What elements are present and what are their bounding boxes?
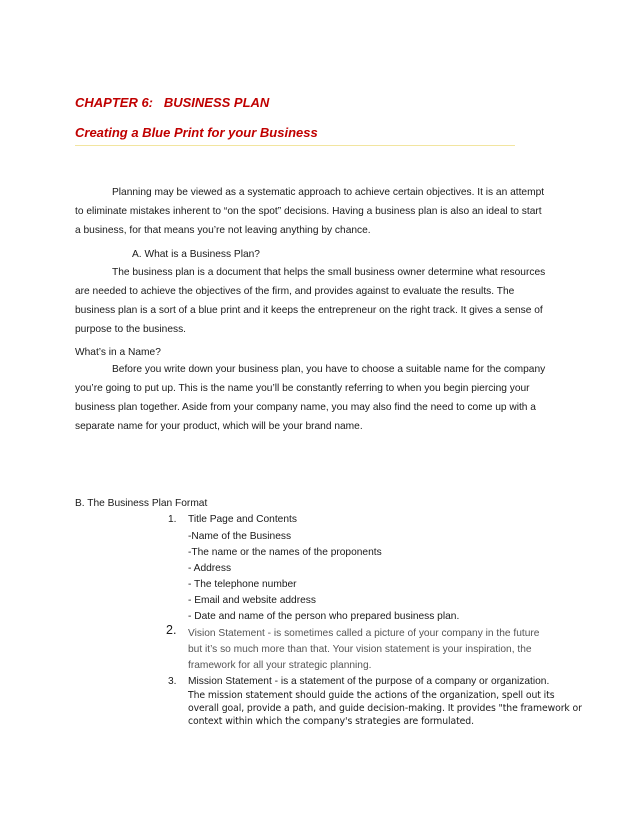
item-line: context within which the company's strategies are formulated.: [188, 716, 474, 727]
item-line: The mission statement should guide the actions of the organization, spell out its: [188, 690, 555, 701]
item-subline: - Date and name of the person who prepared business plan.: [188, 611, 460, 622]
title-divider: [75, 145, 515, 146]
name-section-heading: What’s in a Name?: [75, 347, 161, 358]
section-a-line: purpose to the business.: [75, 324, 187, 335]
item-subline: -The name or the names of the proponents: [188, 547, 382, 558]
item-subline: - The telephone number: [188, 579, 297, 590]
item-number: 3.: [168, 676, 177, 687]
item-line: framework for all your strategic planning.: [188, 660, 372, 671]
item-title: Title Page and Contents: [188, 514, 297, 525]
name-section-line: business plan together. Aside from your company name, you may also find the need to come up with a: [75, 402, 536, 413]
name-section-line: you’re going to put up. This is the name you’ll be constantly referring to when you begin piercing your: [75, 383, 530, 394]
item-subline: - Email and website address: [188, 595, 316, 606]
item-line: overall goal, provide a path, and guide decision-making. It provides "the framework or: [188, 703, 582, 714]
chapter-title: CHAPTER 6: BUSINESS PLAN: [75, 95, 270, 110]
item-line: but it’s so much more than that. Your vision statement is your inspiration, the: [188, 644, 532, 655]
item-line: Mission Statement - is a statement of the purpose of a company or organization.: [188, 676, 550, 687]
intro-line: to eliminate mistakes inherent to “on the spot” decisions. Having a business plan is also an ideal to start: [75, 206, 542, 217]
name-section-line: Before you write down your business plan, you have to choose a suitable name for the company: [112, 364, 546, 375]
item-number: 1.: [168, 514, 177, 525]
item-subline: - Address: [188, 563, 232, 574]
section-a-line: are needed to achieve the objectives of the firm, and provides against to evaluate the results. The: [75, 286, 515, 297]
section-a-line: business plan is a sort of a blue print and it keeps the entrepreneur on the right track. It gives a sense of: [75, 305, 543, 316]
section-b-heading: B. The Business Plan Format: [75, 498, 208, 509]
section-a-line: The business plan is a document that helps the small business owner determine what resources: [112, 267, 546, 278]
intro-line: Planning may be viewed as a systematic approach to achieve certain objectives. It is an attempt: [112, 187, 545, 198]
item-line: Vision Statement - is sometimes called a picture of your company in the future: [188, 628, 540, 639]
name-section-line: separate name for your product, which will be your brand name.: [75, 421, 363, 432]
chapter-subtitle: Creating a Blue Print for your Business: [75, 125, 318, 140]
item-number: 2.: [166, 623, 177, 637]
item-subline: -Name of the Business: [188, 531, 292, 542]
section-a-heading: A. What is a Business Plan?: [132, 249, 260, 260]
intro-line: a business, for that means you’re not leaving anything by chance.: [75, 225, 371, 236]
